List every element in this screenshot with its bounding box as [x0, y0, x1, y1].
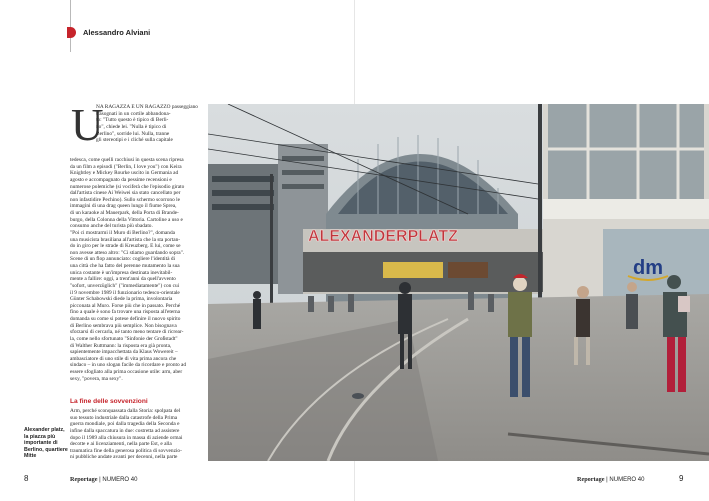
text-line: guerra mondiale, poi dalla tragedia della Seconda e [70, 421, 180, 428]
text-line: infine dalla spaccatura in due: costretta ad assistere [70, 427, 180, 434]
text-line: di Walther Ruttmann: la risposta era già pronta, [70, 342, 172, 349]
text-line: domanda su come si potese definire il nuovo spirito [70, 316, 181, 322]
text-line: Scene di un flop annunciato: cogliere l'identità di [70, 256, 175, 263]
page-number-left: 8 [24, 474, 29, 483]
issue-number: NUMERO 40 [609, 477, 645, 483]
text-line: fino a quale è sono fa trovare una risposta all'eterna [70, 309, 181, 316]
text-line: traumatica fine della generosa politica di sovvenzio- [70, 447, 182, 454]
text-line: Knightley e Mickey Rourke uscito in Germania ad [70, 170, 179, 177]
text-line: una città che ha fatto del perenne mutamento la sua [70, 263, 180, 269]
author-name: Alessandro Alviani [83, 28, 151, 37]
text-line: NA RAGAZZA E UN RAGAZZO passeggiano [96, 104, 198, 110]
photo-caption: Alexander platz, la piazza più importante di Berlino, quartiere Mitte [24, 427, 68, 460]
text-line: ambasciatore di uno stile di vita prima ancora che [70, 355, 177, 362]
text-line: trasognati in un cortile abbandona- [96, 110, 171, 117]
text-line: essere sfogliato alla prima occasione utile: arm, aber [70, 369, 183, 375]
dropcap: U [71, 100, 104, 150]
text-line: sapientemente impacchettata da Klaus Wowereit – [70, 349, 178, 356]
section-marker [67, 27, 76, 38]
text-line: la, come nello sfortunato "Sinfonie der Großstadt" [70, 335, 178, 342]
text-line: dall'artista cinese Ai Weiwei sia stato cancellato per [70, 190, 181, 197]
folio-left [70, 476, 137, 483]
text-line: decotte e ai licenziamenti, nella parte Est, e alla [70, 441, 172, 448]
text-line: da un film a episodi ("Berlin, I love you") con Keira [70, 163, 182, 170]
magazine-name: Reportage [577, 476, 605, 483]
text-line: di Berlino sembrava più semplice. Non bisognava [70, 322, 177, 329]
text-line: immagini di una drag queen lungo il fiume Sprea, [70, 203, 177, 210]
page-number-right: 9 [679, 474, 684, 483]
text-line: tedesca, come quelli racchiusi in questa scena ripresa [70, 157, 184, 163]
text-line: una musicista brasiliana all'artista che la sta portan- [70, 236, 181, 243]
text-line: gli stereotipi e i cliché sulla capitale [96, 137, 173, 144]
text-line: numerose polemiche (si vociferà che l'episodio girato [70, 183, 185, 190]
text-line: burgo, della Colonna della Vittoria. Cartoline a uso e [70, 216, 183, 223]
store-sign: dm [633, 257, 663, 279]
text-line: picconata al Muro. Forse più che in passato. Perché [70, 302, 181, 309]
text-line: mente a fallire: oggi, a trent'anni da quell'avvento [70, 276, 176, 283]
text-line: Günter Schabowski diede la prima, involontaria [70, 296, 173, 303]
folio-right [577, 476, 644, 483]
magazine-name: Reportage [70, 476, 98, 483]
text-line: do in giro per le strade di Kreuzberg. E lui, come se [70, 243, 181, 250]
text-line: no", chiede lei. "Nulla è tipico di [96, 123, 167, 130]
text-line: "sofort, unverzüglich" ("immediatamente") con cui [70, 282, 180, 289]
text-line: sexy, "povera, ma sexy". [70, 375, 123, 382]
text-line: Arm, perché sconquassata dalla Storia: spolpata del [70, 408, 181, 414]
text-line: sindaco – in uno slogan facile da ricordare e pronto ad [70, 362, 187, 369]
text-line: suo tessuto industriale dalla catastrofe della Prima [70, 414, 178, 421]
photo-alexanderplatz [208, 104, 709, 461]
article-body [70, 157, 202, 382]
text-line: non infastidire Pechino). Sullo schermo scorrono le [70, 196, 180, 203]
text-line: unica costante è un'impresa destinata inevitabil- [70, 269, 173, 276]
text-line: di un karaoke al Mauerpark, della Porta di Brande- [70, 210, 179, 216]
text-line: dopo il 1989 alla chiusura in massa di aziende ormai [70, 434, 183, 441]
issue-number: NUMERO 40 [102, 477, 138, 483]
article-intro [96, 104, 202, 144]
text-line: consumo anche del turista più sbadato. [70, 223, 153, 230]
text-line: agosto e accompagnato da pessime recensioni e [70, 176, 172, 183]
text-line: sforzarsi di cercarla, né tanto meno tentare di ricrear- [70, 329, 184, 336]
folio-separator: | [606, 477, 610, 483]
folio-separator: | [99, 477, 103, 483]
text-line: non avesse atteso altro: "Ci stiamo guardando sopra". [70, 249, 185, 256]
text-line: Berlino", sorride lui. Nulla, tranne [96, 130, 170, 137]
text-line: to: "Tutto questo è tipico di Berli- [96, 117, 169, 124]
header-rule [70, 0, 71, 52]
station-sign: ALEXANDERPLATZ [308, 228, 458, 245]
text-line: "Poi ci mostrarmi il Muro di Berlino?", domanda [70, 229, 175, 236]
text-line: il 9 novembre 1989 il funzionario tedesco-orientale [70, 289, 180, 296]
section-subhead: La fine delle sovvenzioni [70, 398, 148, 405]
text-line: ni pubbliche andate avanti per decenni, nella parte [70, 454, 178, 461]
section-body [70, 408, 202, 461]
